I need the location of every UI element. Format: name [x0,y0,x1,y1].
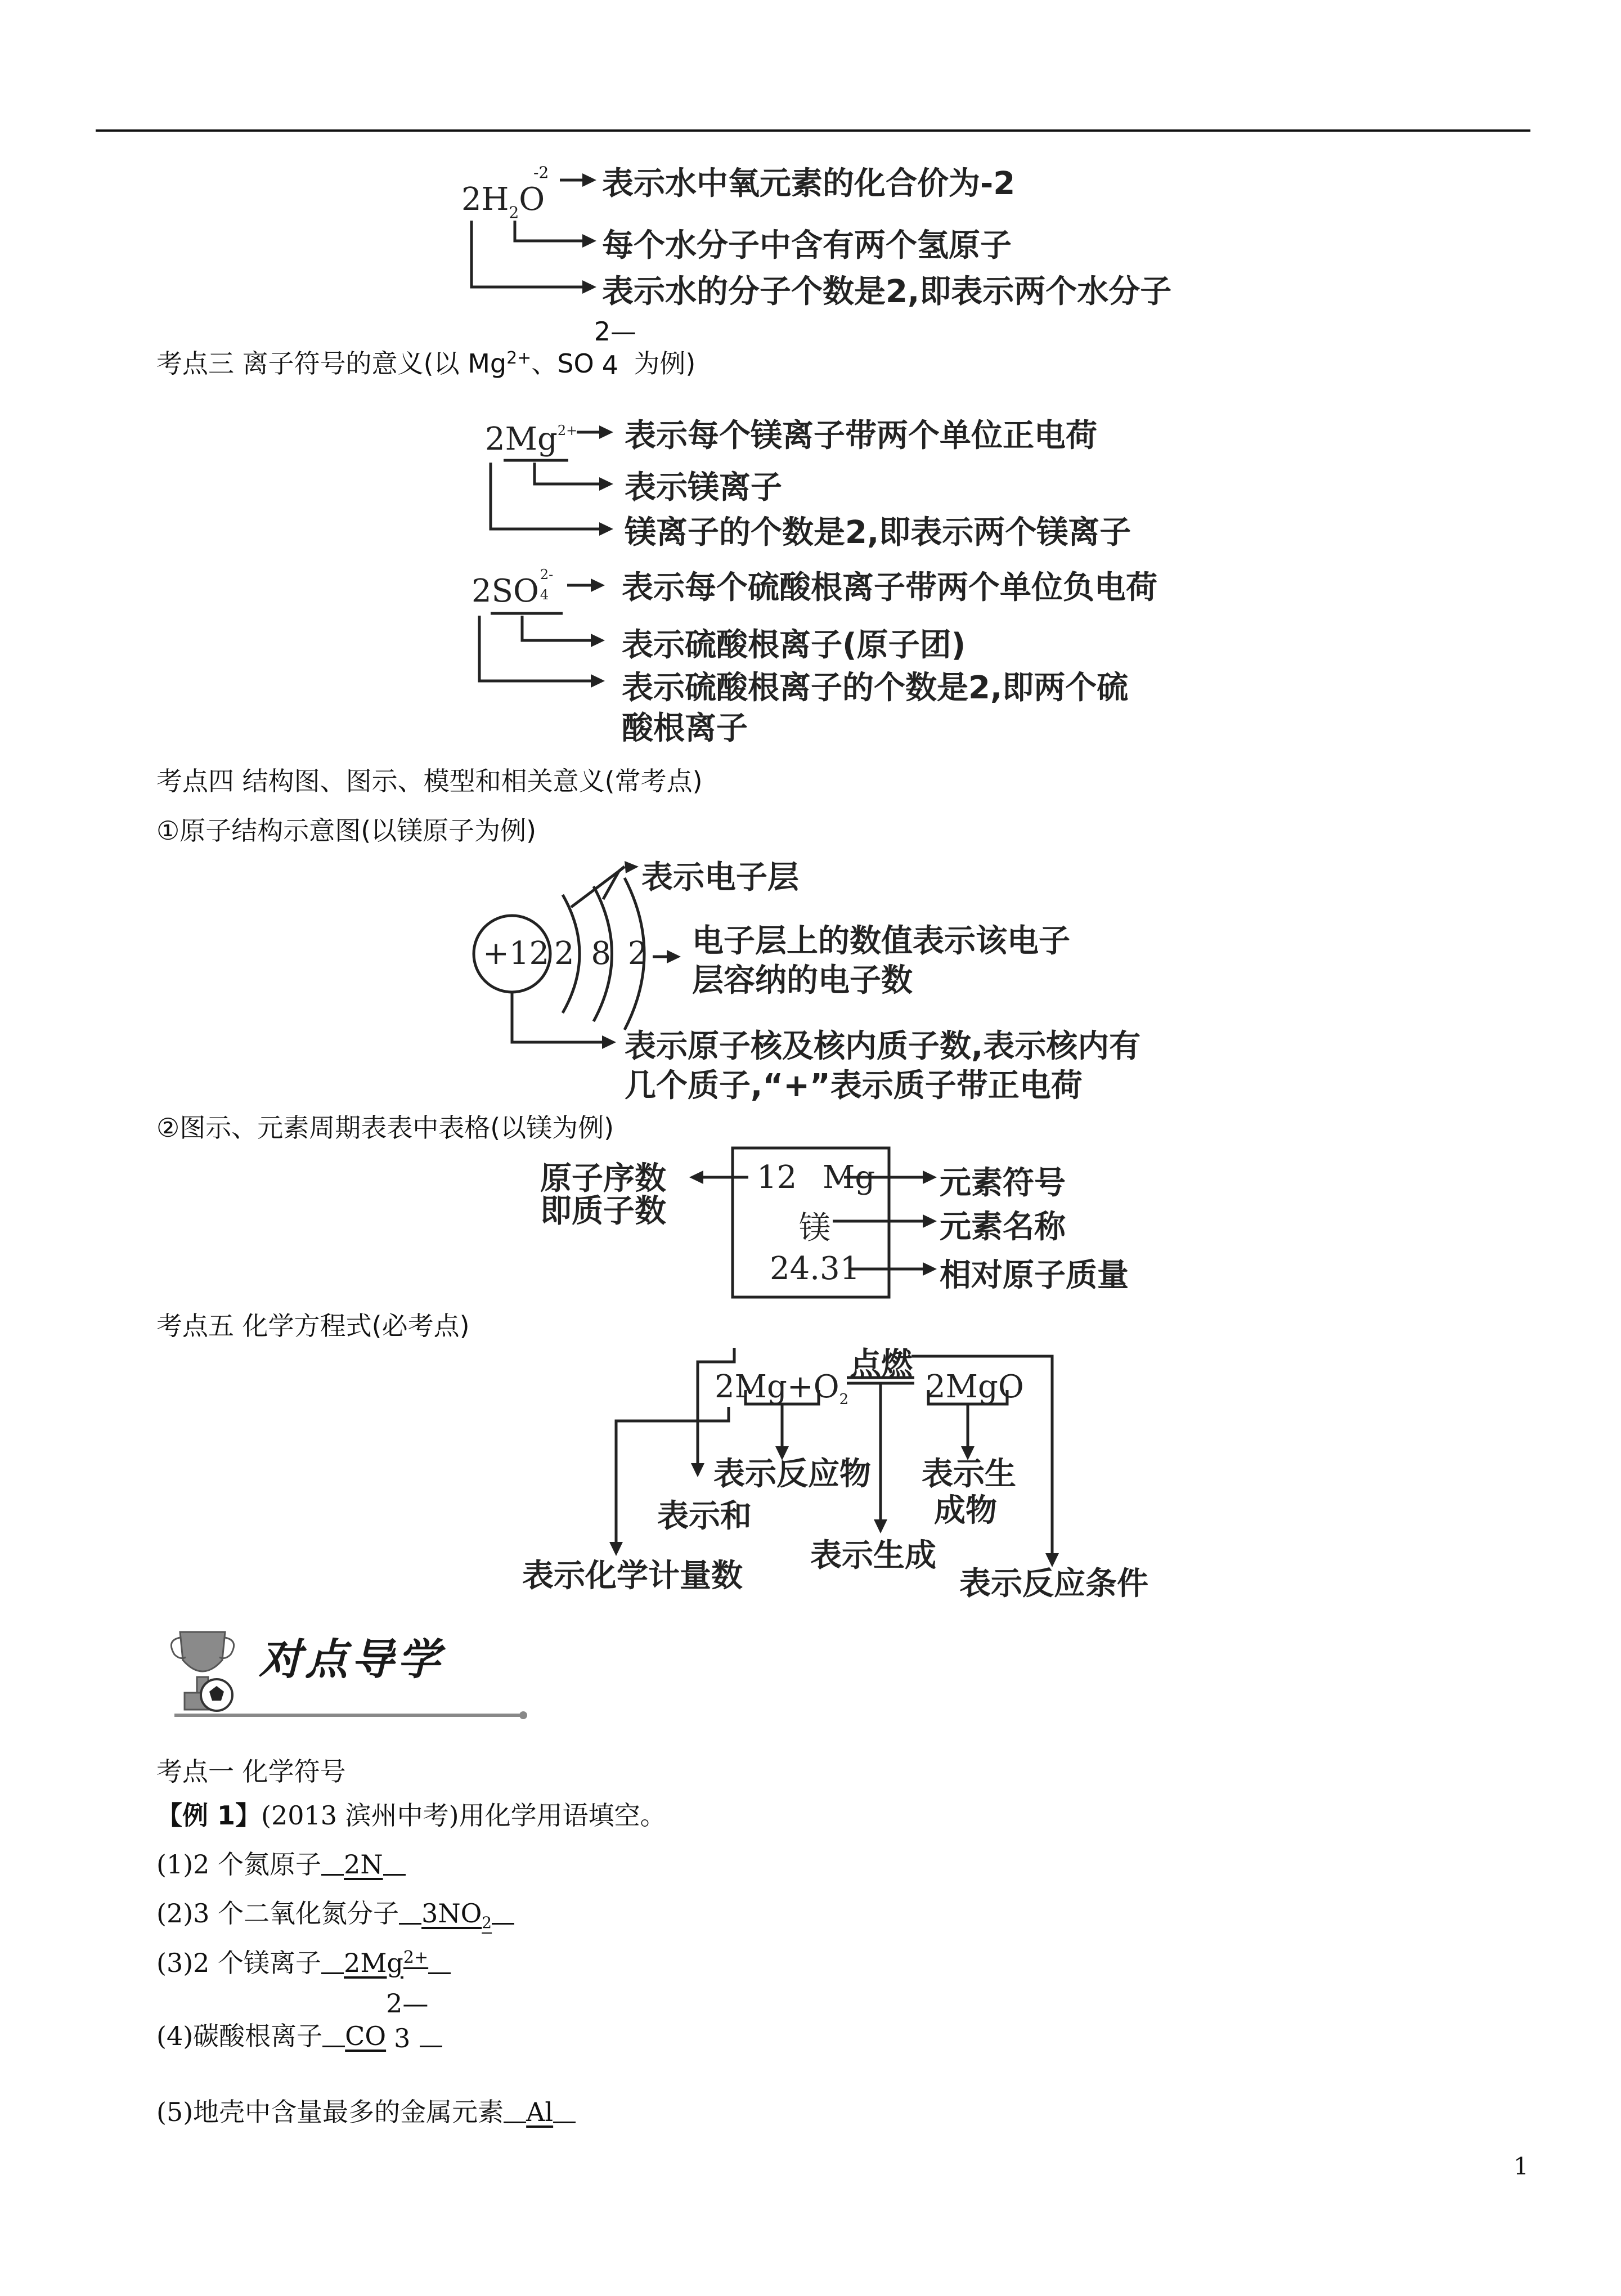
question-2-blank-left [399,1900,421,1925]
water-label-atoms: 每个水分子中含有两个氢原子 [602,227,1012,264]
so4-formula-sub: 4 [540,587,549,603]
question-5 [156,2096,576,2128]
label-mass: 相对原子质量 [940,1257,1129,1294]
equation-label-condition: 表示反应条件 [959,1566,1148,1602]
equation-reactants-sub: 2 [839,1391,849,1408]
equation-reactants-text: 2Mg+O [715,1369,839,1405]
so4-formula-text: 2SO [472,573,539,609]
water-formula-o: O [519,181,545,218]
example-tag: 【例 1】 [156,1800,262,1831]
example-line [156,1800,666,1831]
atom-label-value-1: 电子层上的数值表示该电子 [692,923,1070,959]
element-mass: 24.31 [770,1250,860,1287]
question-2-answer-sub: 2 [482,1913,492,1932]
water-valence: -2 [533,163,549,182]
question-5-text: (5)地壳中含量最多的金属元素 [156,2097,504,2127]
section4-heading: 考点四 结构图、图示、模型和相关意义(常考点) [156,766,703,796]
question-3 [156,1947,451,1983]
question-4-blank-left [322,2023,345,2047]
section3-ion-charge: 2— [594,316,636,347]
mg-ion-formula-text: 2Mg [485,421,558,458]
section3-heading-sup: 2+ [506,348,532,368]
question-5-blank-left [504,2099,526,2123]
section3-heading-mid: 、SO [531,348,594,379]
question-1-answer: 2N [344,1849,383,1880]
exercise-topic: 考点一 化学符号 [156,1756,346,1787]
question-3-answer: 2Mg [344,1948,403,1978]
equation-reactants [715,1369,849,1408]
section4-sub1: ①原子结构示意图(以镁原子为例) [156,815,537,846]
equation-label-reactants: 表示反应物 [713,1456,871,1492]
question-3-text: (3)2 个镁离子 [156,1948,322,1978]
section3-heading-suffix: 为例) [625,348,696,379]
equation-condition: 点燃 [850,1346,913,1383]
question-2 [156,1898,514,1933]
banner-title: 对点导学 [259,1634,443,1684]
atom-label-nucleus-1: 表示原子核及核内质子数,表示核内有 [625,1028,1141,1065]
mg-ion-formula-charge: 2+ [557,423,578,438]
mg-ion-label-charge: 表示每个镁离子带两个单位正电荷 [625,418,1097,454]
equation-label-products-1: 表示生 [922,1456,1016,1492]
mg-ion-label-count: 镁离子的个数是2,即表示两个镁离子 [625,514,1131,551]
water-label-count: 表示水的分子个数是2,即表示两个水分子 [602,273,1172,310]
equation-product: 2MgO [926,1369,1024,1405]
section5-heading: 考点五 化学方程式(必考点) [156,1311,470,1341]
label-name: 元素名称 [940,1209,1066,1245]
question-4 [156,1988,442,2053]
question-1 [156,1849,406,1880]
equation-label-generate: 表示生成 [810,1537,936,1574]
equation-label-coeff: 表示化学计量数 [522,1558,743,1594]
section3-ion-sub: 4 [601,350,618,380]
question-2-text: (2)3 个二氧化氮分子 [156,1898,399,1929]
question-4-sub: 3 [394,2023,411,2053]
so4-label-count-1: 表示硫酸根离子的个数是2,即两个硫 [622,670,1129,706]
question-3-blank-left [321,1950,344,1974]
atom-label-nucleus-2: 几个质子,“+”表示质子带正电荷 [625,1068,1083,1104]
question-1-blank-left [321,1851,344,1876]
atom-label-value-2: 层容纳的电子数 [692,962,913,999]
example-text: (2013 滨州中考)用化学用语填空。 [261,1800,666,1831]
question-1-text: (1)2 个氮原子 [156,1849,322,1880]
so4-label-charge: 表示每个硫酸根离子带两个单位负电荷 [622,569,1157,606]
equation-label-products-2: 成物 [934,1492,997,1529]
so4-formula-charge: 2- [540,567,554,582]
question-1-blank-right [383,1851,406,1876]
so4-label-count-2: 酸根离子 [622,710,748,747]
label-atomic-number-2: 即质子数 [540,1193,666,1230]
question-2-answer: 3NO [421,1898,482,1929]
question-3-answer-sup: 2+ [403,1948,429,1967]
element-name: 镁 [799,1210,830,1246]
question-5-answer: Al [526,2097,554,2127]
page-number: 1 [1514,2152,1529,2180]
question-5-blank-right [553,2099,576,2123]
mg-ion-label-ion: 表示镁离子 [625,469,782,506]
question-4-ion-block [386,1988,429,2053]
water-formula-main: 2H [461,181,509,218]
question-2-blank-right [492,1900,514,1925]
element-number: 12 [757,1159,797,1196]
atom-shells: 2 8 2 [554,935,652,972]
water-formula-sub: 2 [509,203,519,222]
question-4-answer: CO [345,2021,387,2051]
question-3-blank-right [428,1950,451,1974]
label-symbol: 元素符号 [940,1165,1066,1201]
question-4-text: (4)碳酸根离子 [156,2021,323,2051]
water-label-valence: 表示水中氧元素的化合价为-2 [602,165,1016,202]
section4-sub2: ②图示、元素周期表表中表格(以镁为例) [156,1113,614,1143]
question-4-charge: 2— [386,1988,429,2019]
question-4-blank-right [420,2023,442,2047]
section3-heading-prefix: 考点三 离子符号的意义(以 Mg [156,348,507,379]
so4-label-ion: 表示硫酸根离子(原子团) [622,627,966,663]
atom-nucleus: +12 [483,935,550,972]
label-atomic-number-1: 原子序数 [540,1160,666,1197]
equation-label-and: 表示和 [657,1498,752,1535]
element-symbol: Mg [823,1159,875,1196]
atom-label-layer: 表示电子层 [641,859,799,896]
